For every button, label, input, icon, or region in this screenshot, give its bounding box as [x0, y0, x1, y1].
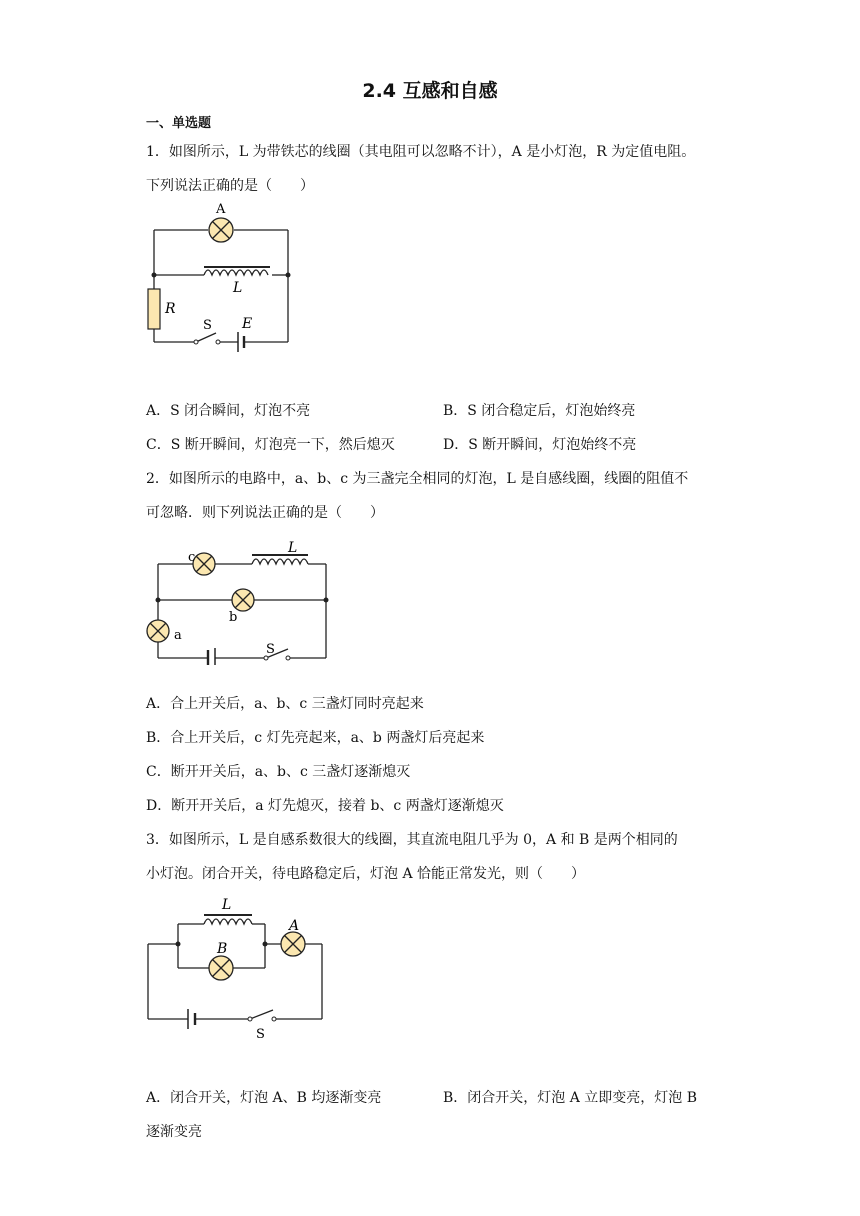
page-title: 2.4 互感和自感 — [362, 80, 498, 102]
q1-stem-line2: 下列说法正确的是（ ） — [146, 178, 314, 194]
q1-option-c: C．S 断开瞬间，灯泡亮一下，然后熄灭 — [146, 437, 395, 453]
q1-switch-contact — [194, 340, 198, 344]
q2-circuit-diagram — [140, 535, 340, 665]
q1-option-d: D．S 断开瞬间，灯泡始终不亮 — [443, 437, 637, 453]
q2-label-coil: L — [288, 540, 298, 556]
q1-label-coil: L — [233, 280, 243, 296]
q2-lamp-b — [232, 589, 254, 611]
q3-label-coil: L — [222, 897, 232, 913]
q3-lamp-a — [281, 932, 305, 956]
q1-label-lamp: A — [216, 202, 226, 217]
q3-option-a: A．闭合开关，灯泡 A、B 均逐渐变亮 — [146, 1090, 382, 1106]
q3-option-b-continued: 逐渐变亮 — [146, 1124, 202, 1140]
section-heading: 一、单选题 — [146, 116, 212, 131]
q2-stem-line1: 2．如图所示的电路中，a、b、c 为三盏完全相同的灯泡，L 是自感线圈，线圈的阻值不 — [146, 471, 689, 487]
q2-label-switch: S — [266, 642, 275, 657]
q2-option-b: B．合上开关后，c 灯先亮起来，a、b 两盏灯后亮起来 — [146, 730, 485, 746]
q1-option-a: A．S 闭合瞬间，灯泡不亮 — [146, 403, 311, 419]
q1-lamp-a — [209, 218, 233, 242]
q1-circuit-diagram — [140, 195, 310, 355]
q3-lamp-b — [209, 956, 233, 980]
q1-resistor — [148, 289, 160, 329]
q1-label-battery: E — [242, 316, 253, 332]
q1-label-switch: S — [203, 318, 212, 333]
q3-label-lamp-a: A — [289, 918, 300, 934]
q1-option-b: B．S 闭合稳定后，灯泡始终亮 — [443, 403, 636, 419]
q2-lamp-c — [193, 553, 215, 575]
q2-option-a: A．合上开关后，a、b、c 三盏灯同时亮起来 — [146, 696, 424, 712]
q1-stem-line1: 1．如图所示，L 为带铁芯的线圈（其电阻可以忽略不计），A 是小灯泡，R 为定值电阻。 — [146, 144, 696, 160]
q1-label-resistor: R — [165, 301, 176, 317]
q2-option-c: C．断开开关后，a、b、c 三盏灯逐渐熄灭 — [146, 764, 411, 780]
q3-stem-line1: 3．如图所示，L 是自感系数很大的线圈，其直流电阻几乎为 0，A 和 B 是两个相同的 — [146, 832, 678, 848]
q2-label-a: a — [174, 628, 182, 643]
q3-circuit-diagram — [140, 893, 340, 1043]
q2-label-c: c — [188, 550, 196, 565]
q3-label-switch: S — [256, 1027, 265, 1042]
q3-label-lamp-b: B — [217, 941, 228, 957]
q2-lamp-a — [147, 620, 169, 642]
q2-label-b: b — [229, 610, 238, 625]
q2-option-d: D．断开开关后，a 灯先熄灭，接着 b、c 两盏灯逐渐熄灭 — [146, 798, 504, 814]
q2-stem-line2: 可忽略．则下列说法正确的是（ ） — [146, 505, 384, 521]
q3-stem-line2: 小灯泡。闭合开关，待电路稳定后，灯泡 A 恰能正常发光，则（ ） — [146, 866, 586, 882]
q3-option-b: B．闭合开关，灯泡 A 立即变亮，灯泡 B — [443, 1090, 698, 1106]
